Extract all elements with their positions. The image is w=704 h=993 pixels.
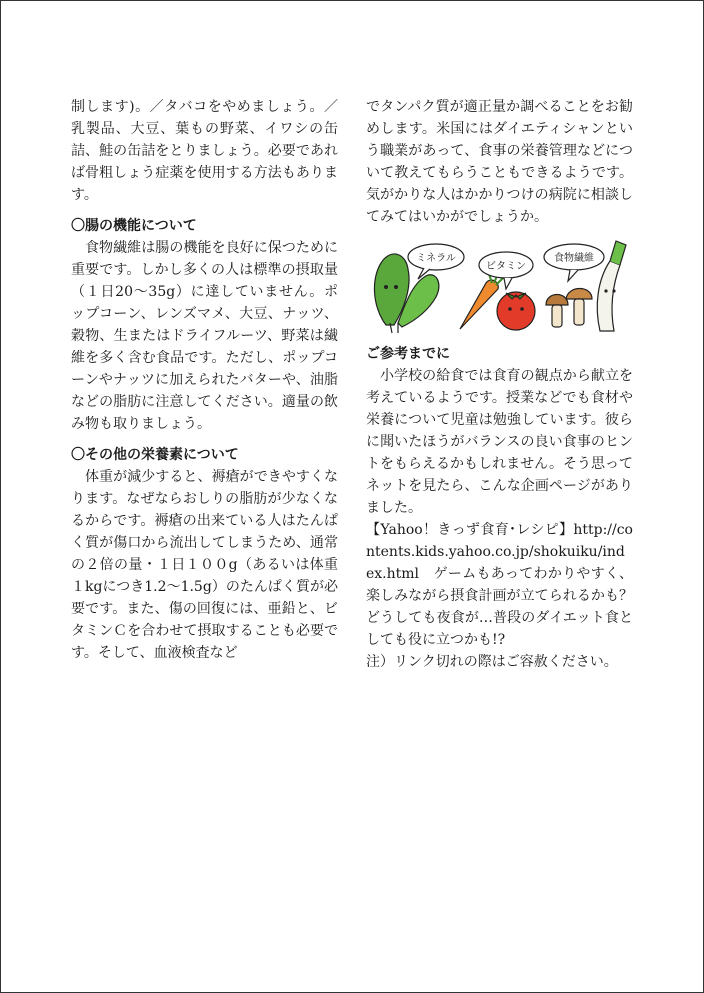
bowel-function-heading: 〇腸の機能について	[71, 218, 197, 234]
left-intro-paragraph: 制します)。／タバコをやめましょう。／乳製品、大豆、葉もの野菜、イワシの缶詰、鮭の缶詰をとりましょう。必要であれば骨粗しょう症薬を使用する方法もあります。	[71, 99, 338, 203]
reference-heading: ご参考までに	[366, 346, 450, 362]
mushroom-icon	[546, 289, 592, 328]
vegetables-illustration	[364, 235, 632, 335]
right-intro-paragraph: でタンパク質が適正量か調べることをお勧めします。米国にはダイエティシャンという職業があって、食事の栄養管理などについて教えてもらうこともできるようです。気がかりな人はかかりつけの病院に相談してみてはいかがでしょうか。	[366, 99, 633, 225]
tomato-icon	[497, 292, 535, 330]
vitamin-label: ビタミン	[486, 261, 526, 272]
fiber-speech-bubble	[544, 244, 604, 281]
right-column	[366, 96, 633, 673]
other-nutrients-heading: 〇その他の栄養素について	[71, 447, 239, 463]
mineral-speech-bubble	[408, 244, 464, 279]
bowel-function-paragraph: 食物繊維は腸の機能を良好に保つために重要です。しかし多くの人は標準の摂取量（１日20～35g）に達していません。ポップコーン、レンズマメ、大豆、ナッツ、穀物、生またはドライフルーツ、野菜は繊維を多く含む食品です。ただし、ポップコーンやナッツに加えられたバターや、油脂などの脂肪に注意してください。適量の飲み物も取りましょう。	[71, 240, 338, 432]
fiber-label: 食物繊維	[554, 253, 594, 264]
mineral-label: ミネラル	[416, 253, 456, 264]
link-note: 注）リンク切れの際はご容赦ください。	[366, 654, 618, 670]
yahoo-kids-link-paragraph[interactable]: 【Yahoo！きっず食育･レシピ】http://contents.kids.yahoo.co.jp/shokuiku/index.html ゲームもあってわかりやすく、楽しみながら摂食計画が立てられるかも？どうしても夜食が…普段のダイエット食としても役に立つかも!?	[366, 522, 633, 648]
left-column	[71, 96, 338, 664]
other-nutrients-paragraph: 体重が減少すると、褥瘡ができやすくなります。なぜならおしりの脂肪が少なくなるからです。褥瘡の出来ている人はたんぱく質が傷口から流出してしまうため、通常の２倍の量・１日１００g（あるいは体重１kgにつき1.2～1.5g）のたんぱく質が必要です。また、傷の回復には、亜鉛と、ビタミンＣを合わせて摂取することも必要です。そして、血液検査など	[71, 469, 338, 661]
reference-paragraph: 小学校の給食では食育の観点から献立を考えているようです。授業などでも食材や栄養について児童は勉強しています。彼らに聞いたほうがバランスの良い食事のヒントをもらえるかもしれません。そう思ってネットを見たら、こんな企画ページがありました。	[366, 368, 633, 516]
